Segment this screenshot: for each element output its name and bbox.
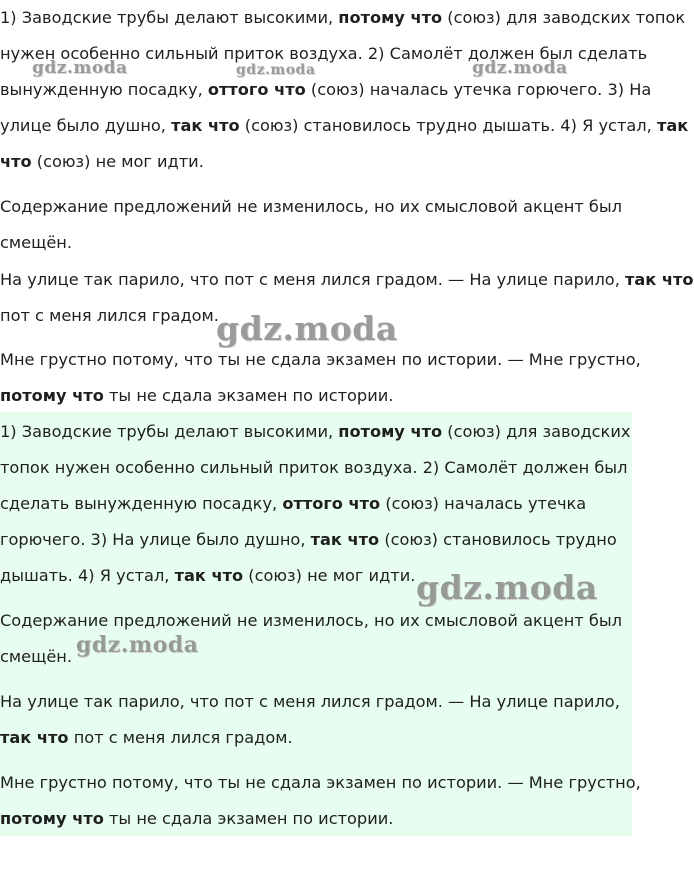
text-segment: (союз) становилось трудно дышать. 4) Я устал, [239,116,657,135]
conjunction-bold: так что [310,530,380,549]
text-segment: пот с меня лился градом. [0,306,219,325]
text-segment: Мне грустно потому, что ты не сдала экзамен по истории. — Мне грустно, [0,773,641,792]
watermark-logo: gdz.moda [472,58,568,78]
text-segment: Содержание предложений не изменилось, но их смысловой акцент был [0,611,622,630]
text-segment: сделать вынужденную посадку, [0,494,283,513]
paragraph-examples [0,0,688,180]
conjunction-bold: потому что [338,8,443,27]
answer-paragraph-examples [0,414,630,594]
text-line [0,225,622,261]
watermark-logo: gdz.moda [236,62,316,78]
text-segment: горючего. 3) На улице было душно, [0,530,311,549]
text-segment: 1) Заводские трубы делают высокими, [0,8,339,27]
conjunction-bold: оттого что [207,80,306,99]
text-line [0,0,688,36]
text-line [0,765,641,801]
text-line [0,144,688,180]
conjunction-bold: так что [624,270,694,289]
text-line [0,801,641,837]
text-segment: топок нужен особенно сильный приток воздуха. 2) Самолёт должен был [0,458,628,477]
conjunction-bold: потому что [0,386,104,405]
text-segment: смещён. [0,647,73,666]
conjunction-bold: так что [0,728,69,747]
text-segment: На улице так парило, что пот с меня лился градом. — На улице парило, [0,692,620,711]
text-line [0,189,622,225]
answer-paragraph-example-sad [0,765,641,837]
text-line [0,522,630,558]
conjunction-bold: так [656,116,689,135]
watermark-logo: gdz.moda [32,58,128,78]
text-line [0,684,620,720]
watermark-logo: gdz.moda [216,309,398,348]
text-segment: 1) Заводские трубы делают высокими, [0,422,339,441]
conjunction-bold: так что [174,566,244,585]
text-line [0,108,688,144]
watermark-logo: gdz.moda [76,632,199,658]
text-segment: вынужденную посадку, [0,80,208,99]
paragraph-conclusion [0,189,622,261]
text-segment: ты не сдала экзамен по истории. [103,809,394,828]
text-segment: пот с меня лился градом. [68,728,293,747]
text-segment: нужен особенно сильный приток воздуха. 2) Самолёт должен был сделать [0,44,648,63]
text-segment: дышать. 4) Я устал, [0,566,175,585]
conjunction-bold: так что [171,116,240,135]
text-segment: улице было душно, [0,116,172,135]
text-segment: Содержание предложений не изменилось, но их смысловой акцент был [0,197,622,216]
text-segment: (союз) не мог идти. [243,566,416,585]
text-line [0,720,620,756]
text-line [0,262,694,298]
text-segment: Мне грустно потому, что ты не сдала экзамен по истории. — Мне грустно, [0,350,641,369]
text-segment: ты не сдала экзамен по истории. [103,386,394,405]
text-segment: смещён. [0,233,73,252]
text-segment: (союз) для заводских [442,422,631,441]
conjunction-bold: что [0,152,32,171]
conjunction-bold: потому что [0,809,104,828]
text-line [0,450,630,486]
text-segment: (союз) для заводских топок [442,8,686,27]
conjunction-bold: оттого что [282,494,381,513]
watermark-logo: gdz.moda [416,568,598,607]
conjunction-bold: потому что [338,422,443,441]
text-line [0,414,630,450]
text-segment: (союз) не мог идти. [31,152,204,171]
answer-paragraph-example-weather [0,684,620,756]
text-segment: (союз) началась утечка [380,494,587,513]
text-line [0,486,630,522]
text-line [0,378,641,414]
paragraph-example-sad [0,342,641,414]
text-segment: На улице так парило, что пот с меня лился градом. — На улице парило, [0,270,625,289]
text-segment: (союз) началась утечка горючего. 3) На [305,80,652,99]
text-segment: (союз) становилось трудно [379,530,617,549]
